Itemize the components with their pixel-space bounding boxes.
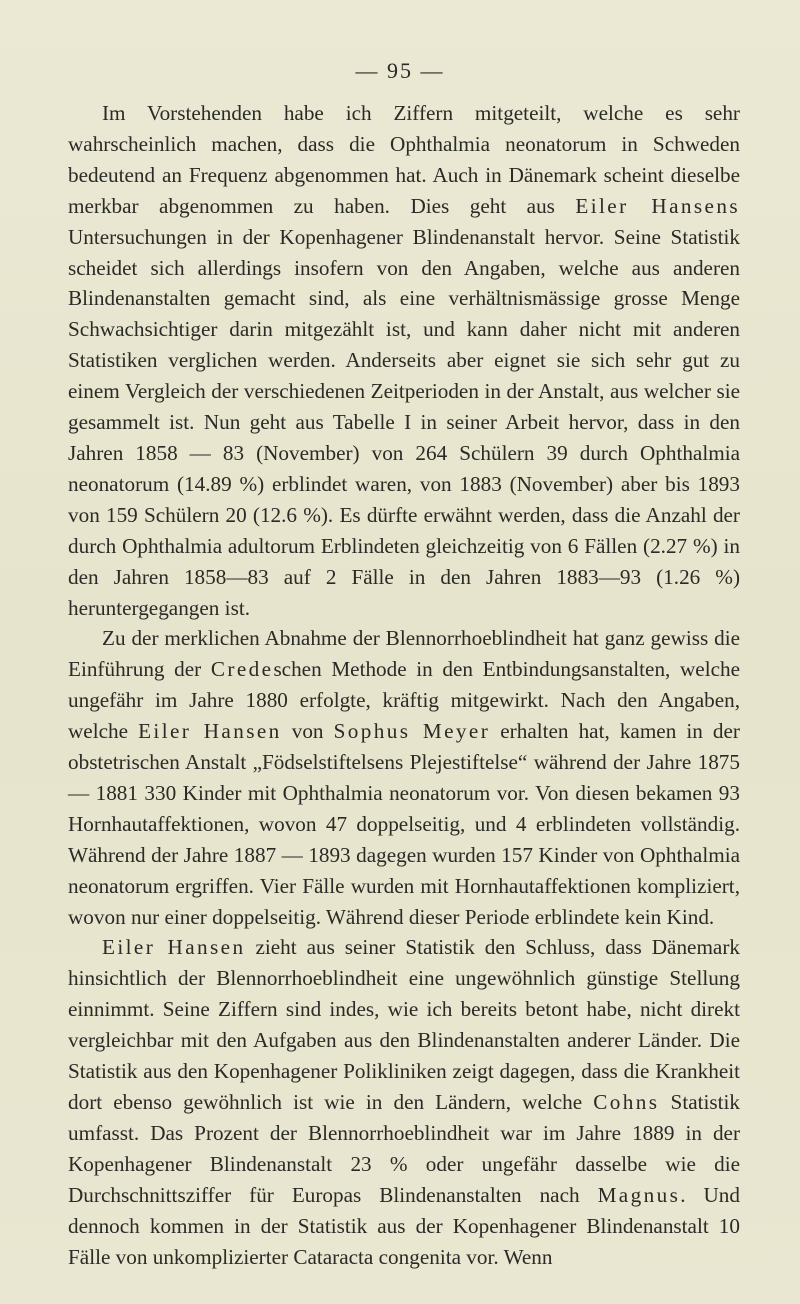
page-number: — 95 — xyxy=(355,58,445,83)
spaced-name: Eiler Hansen xyxy=(138,719,282,744)
text-run: Statistik umfasst. Das Prozent der Blennorrhoeblindheit war im Jahre 1889 in der Kopenhagener Blindenanstalt 23 % oder ungefähr dasselbe wie die Durchschnittsziffer für Europas Blindenanstalten nach xyxy=(68,1090,740,1207)
text-run: zieht aus seiner Statistik den Schluss, dass Dänemark hinsichtlich der Blennorrhoeblindheit eine ungewöhnlich günstige Stellung einnimmt. Seine Ziffern sind indes, wie ich bereits betont habe, nicht direkt vergleichbar mit den Aufgaben aus den Blindenanstalten anderer Länder. Die Statistik aus den Kopenhagener Polikliniken zeigt dagegen, dass die Krankheit dort ebenso gewöhnlich ist wie in den Ländern, welche xyxy=(68,935,740,1114)
text-run: erhalten hat, kamen in der obstetrischen Anstalt „Födselstiftelsens Plejestiftelse“ während der Jahre 1875 — 1881 330 Kinder mit Ophthalmia neonatorum vor. Von diesen bekamen 93 Hornhautaffektionen, wovon 47 doppelseitig, und 4 erblindeten vollständig. Während der Jahre 1887 — 1893 dagegen wurden 157 Kinder von Ophthalmia neonatorum ergriffen. Vier Fälle wurden mit Hornhautaffektionen kompliziert, wovon nur einer doppelseitig. Während dieser Periode erblindete kein Kind. xyxy=(68,719,740,929)
text-run: . Und dennoch kommen in der Statistik aus der Kopenhagener Blindenanstalt 10 Fälle von unkomplizierter Cataracta congenita vor. Wenn xyxy=(68,1182,740,1269)
text-run: Im Vorstehenden habe ich Ziffern mitgeteilt, welche es sehr wahrscheinlich machen, dass die Ophthalmia neonatorum in Schweden bedeutend an Frequenz abgenommen hat. Auch in Dänemark scheint dieselbe merkbar abgenommen zu haben. Dies geht aus xyxy=(68,101,740,218)
spaced-name: Magnus xyxy=(597,1182,681,1207)
paragraph xyxy=(68,932,740,1272)
spaced-name: Eiler Hansen xyxy=(102,935,246,960)
spaced-name: Crede xyxy=(210,657,274,682)
spaced-name: Cohns xyxy=(593,1090,660,1114)
text-run: schen Methode in den Entbindungsanstalten, welche ungefähr im Jahre 1880 erfolgte, kräftig mitgewirkt. Nach den Angaben, welche xyxy=(68,657,740,744)
body-text xyxy=(68,98,740,1272)
paragraph xyxy=(68,98,740,623)
text-run: Zu der merklichen Abnahme der Blennorrhoeblindheit hat ganz gewiss die Einführung der xyxy=(68,626,740,682)
text-run: von xyxy=(281,719,334,744)
spaced-name: Eiler Hansens xyxy=(575,193,740,218)
spaced-name: Sophus Meyer xyxy=(333,719,491,744)
text-run: Untersuchungen in der Kopenhagener Blindenanstalt hervor. Seine Statistik scheidet sich allerdings insofern von den Angaben, welche aus anderen Blindenanstalten gemacht sind, als eine verhältnismässige grosse Menge Schwachsichtiger darin mitgezählt ist, und kann daher nicht mit anderen Statistiken verglichen werden. Anderseits aber eignet sie sich sehr gut zu einem Vergleich der verschiedenen Zeitperioden in der Anstalt, aus welcher sie gesammelt ist. Nun geht aus Tabelle I in seiner Arbeit hervor, dass in den Jahren 1858 — 83 (November) von 264 Schülern 39 durch Ophthalmia neonatorum (14.89 %) erblindet waren, von 1883 (November) aber bis 1893 von 159 Schülern 20 (12.6 %). Es dürfte erwähnt werden, dass die Anzahl der durch Ophthalmia adultorum Erblindeten gleichzeitig von 6 Fällen (2.27 %) in den Jahren 1858—83 auf 2 Fälle in den Jahren 1883—93 (1.26 %) heruntergegangen ist. xyxy=(68,224,740,620)
paragraph xyxy=(68,623,740,932)
